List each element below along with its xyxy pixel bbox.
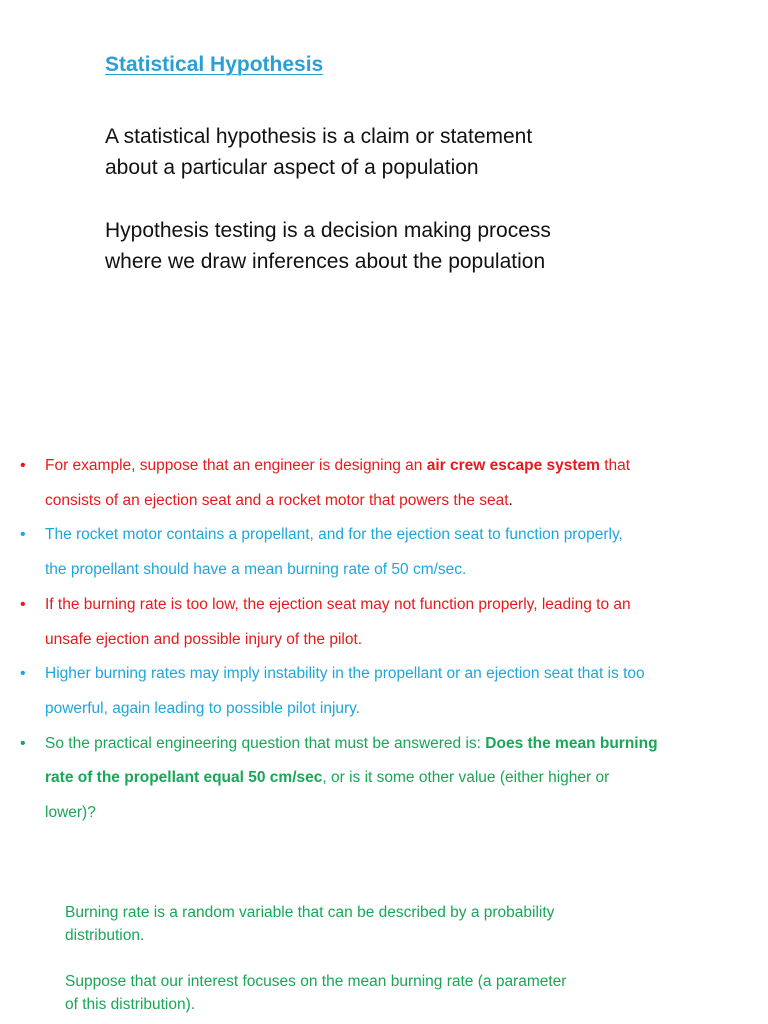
bullet-line: If the burning rate is too low, the ejection seat may not function properly, leading to an [45, 595, 631, 613]
mean-parameter-note [65, 970, 566, 1016]
paragraph-line: about a particular aspect of a population [105, 156, 479, 179]
page-title: Statistical Hypothesis [105, 53, 324, 76]
bullet-line: The rocket motor contains a propellant, and for the ejection seat to function properly, [45, 526, 623, 544]
bullet-dot-icon: • [20, 665, 26, 683]
note-line: Suppose that our interest focuses on the mean burning rate (a parameter [65, 973, 567, 990]
bullet-emphasis: rate of the propellant equal 50 cm/sec [45, 769, 323, 787]
definition-paragraph [105, 121, 705, 183]
bullet-line: unsafe ejection and possible injury of the pilot. [45, 630, 363, 648]
bullet-item [20, 449, 760, 518]
bullet-line [45, 761, 760, 796]
bullet-line: Higher burning rates may imply instability in the propellant or an ejection seat that is too [45, 665, 645, 683]
bullet-text: that [599, 457, 631, 474]
bullet-dot-icon: • [20, 595, 26, 613]
paragraph-line: A statistical hypothesis is a claim or statement [105, 125, 533, 148]
bullet-text: For example, suppose that an engineer is designing an [45, 457, 427, 474]
note-line: of this distribution). [65, 996, 196, 1013]
bullet-emphasis: Does the mean burning [485, 734, 658, 752]
bullet-text: So the practical engineering question that must be answered is: [45, 734, 486, 752]
bullet-period: . [508, 491, 513, 509]
example-bullet-list [20, 449, 760, 831]
bullet-line [45, 727, 760, 762]
bullet-item [20, 518, 760, 587]
bullet-text: consists of an ejection seat and a rocket motor that powers the seat [45, 491, 509, 509]
bullet-item [20, 657, 760, 726]
bullet-dot-icon: • [20, 526, 26, 544]
bullet-line: powerful, again leading to possible pilot injury. [45, 699, 361, 717]
note-line: Burning rate is a random variable that can be described by a probability [65, 904, 555, 921]
bullet-dot-icon: • [20, 457, 26, 474]
hypothesis-testing-paragraph [105, 215, 705, 277]
bullet-line: lower)? [45, 804, 96, 822]
bullet-item [20, 588, 760, 657]
paragraph-line: Hypothesis testing is a decision making process [105, 219, 551, 242]
bullet-text: , or is it some other value (either higher or [322, 769, 610, 787]
paragraph-line: where we draw inferences about the population [105, 250, 546, 273]
note-line: distribution. [65, 927, 145, 944]
random-variable-note [65, 901, 554, 947]
bullet-line [45, 449, 760, 484]
bullet-line: the propellant should have a mean burning rate of 50 cm/sec. [45, 561, 467, 579]
bullet-emphasis: air crew escape system [426, 457, 600, 474]
bullet-line [45, 484, 760, 519]
bullet-dot-icon: • [20, 734, 26, 752]
bullet-item [20, 727, 760, 831]
